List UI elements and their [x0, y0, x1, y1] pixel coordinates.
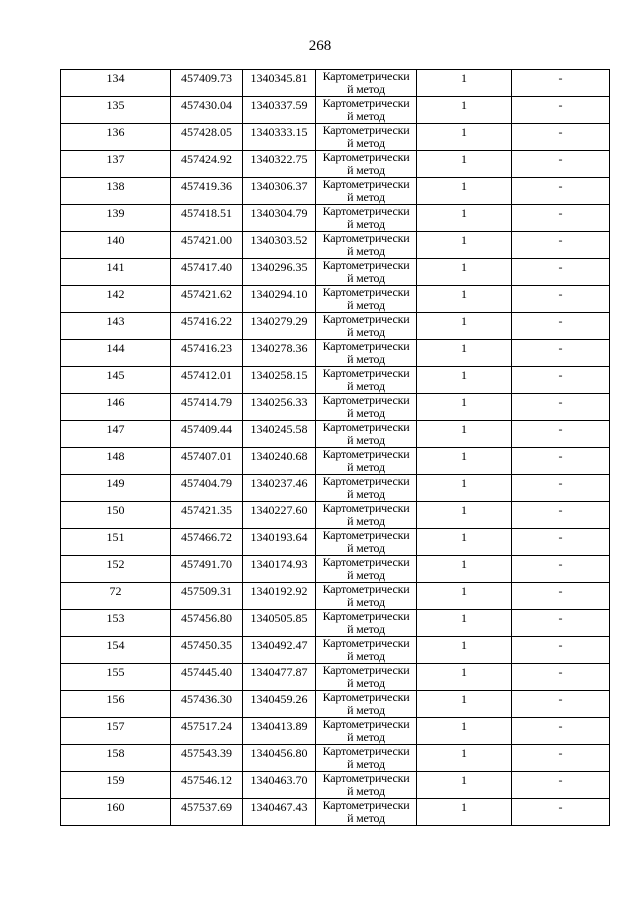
method-cell [316, 97, 417, 124]
accuracy-cell: 1 [417, 394, 512, 421]
accuracy-cell: 1 [417, 367, 512, 394]
page-number: 268 [308, 38, 332, 54]
coordinates-table-body [61, 70, 610, 826]
y-coordinate-cell: 1340322.75 [243, 151, 316, 178]
method-text-line-2: й метод [347, 514, 385, 528]
point-number-cell: 149 [61, 475, 171, 502]
accuracy-cell: 1 [417, 70, 512, 97]
description-cell: - [512, 259, 610, 286]
accuracy-cell: 1 [417, 97, 512, 124]
y-coordinate-cell: 1340245.58 [243, 421, 316, 448]
method-text-line-1: Картометрически [322, 609, 410, 623]
table-row [61, 313, 610, 340]
point-number-cell: 136 [61, 124, 171, 151]
method-text-line-2: й метод [347, 649, 385, 663]
y-coordinate-cell: 1340303.52 [243, 232, 316, 259]
description-cell: - [512, 313, 610, 340]
x-coordinate-cell: 457456.80 [171, 610, 243, 637]
x-coordinate-cell: 457419.36 [171, 178, 243, 205]
y-coordinate-cell: 1340456.80 [243, 745, 316, 772]
table-row [61, 394, 610, 421]
description-cell: - [512, 448, 610, 475]
x-coordinate-cell: 457409.44 [171, 421, 243, 448]
accuracy-cell: 1 [417, 178, 512, 205]
point-number-cell: 147 [61, 421, 171, 448]
method-text-line-2: й метод [347, 784, 385, 798]
y-coordinate-cell: 1340492.47 [243, 637, 316, 664]
point-number-cell: 160 [61, 799, 171, 826]
accuracy-cell: 1 [417, 475, 512, 502]
y-coordinate-cell: 1340193.64 [243, 529, 316, 556]
point-number-cell: 143 [61, 313, 171, 340]
accuracy-cell: 1 [417, 124, 512, 151]
table-row [61, 610, 610, 637]
method-text-line-1: Картометрически [322, 285, 410, 299]
method-text-line-1: Картометрически [322, 528, 410, 542]
y-coordinate-cell: 1340237.46 [243, 475, 316, 502]
method-text-line-2: й метод [347, 460, 385, 474]
y-coordinate-cell: 1340463.70 [243, 772, 316, 799]
y-coordinate-cell: 1340337.59 [243, 97, 316, 124]
point-number-cell: 159 [61, 772, 171, 799]
method-text-line-1: Картометрически [322, 771, 410, 785]
accuracy-cell: 1 [417, 772, 512, 799]
table-row [61, 178, 610, 205]
method-text-line-2: й метод [347, 487, 385, 501]
x-coordinate-cell: 457418.51 [171, 205, 243, 232]
method-text-line-2: й метод [347, 703, 385, 717]
x-coordinate-cell: 457546.12 [171, 772, 243, 799]
point-number-cell: 152 [61, 556, 171, 583]
point-number-cell: 141 [61, 259, 171, 286]
method-text-line-2: й метод [347, 433, 385, 447]
method-cell [316, 313, 417, 340]
y-coordinate-cell: 1340192.92 [243, 583, 316, 610]
method-text-line-1: Картометрически [322, 258, 410, 272]
point-number-cell: 150 [61, 502, 171, 529]
method-text-line-1: Картометрически [322, 555, 410, 569]
point-number-cell: 156 [61, 691, 171, 718]
table-row [61, 502, 610, 529]
method-cell [316, 799, 417, 826]
accuracy-cell: 1 [417, 529, 512, 556]
method-cell [316, 151, 417, 178]
method-text-line-2: й метод [347, 352, 385, 366]
y-coordinate-cell: 1340333.15 [243, 124, 316, 151]
accuracy-cell: 1 [417, 313, 512, 340]
y-coordinate-cell: 1340345.81 [243, 70, 316, 97]
method-cell [316, 745, 417, 772]
method-cell [316, 421, 417, 448]
method-cell [316, 394, 417, 421]
x-coordinate-cell: 457430.04 [171, 97, 243, 124]
method-cell [316, 286, 417, 313]
description-cell: - [512, 205, 610, 232]
y-coordinate-cell: 1340240.68 [243, 448, 316, 475]
description-cell: - [512, 286, 610, 313]
method-text-line-2: й метод [347, 298, 385, 312]
point-number-cell: 135 [61, 97, 171, 124]
method-cell [316, 232, 417, 259]
method-cell [316, 691, 417, 718]
method-text-line-1: Картометрически [322, 96, 410, 110]
method-text-line-2: й метод [347, 136, 385, 150]
table-row [61, 583, 610, 610]
x-coordinate-cell: 457424.92 [171, 151, 243, 178]
x-coordinate-cell: 457445.40 [171, 664, 243, 691]
table-row [61, 421, 610, 448]
table-row [61, 718, 610, 745]
method-text-line-1: Картометрически [322, 447, 410, 461]
method-text-line-2: й метод [347, 271, 385, 285]
description-cell: - [512, 718, 610, 745]
method-text-line-2: й метод [347, 541, 385, 555]
description-cell: - [512, 97, 610, 124]
accuracy-cell: 1 [417, 205, 512, 232]
method-cell [316, 718, 417, 745]
method-text-line-2: й метод [347, 757, 385, 771]
accuracy-cell: 1 [417, 745, 512, 772]
method-text-line-2: й метод [347, 190, 385, 204]
description-cell: - [512, 151, 610, 178]
method-text-line-2: й метод [347, 676, 385, 690]
point-number-cell: 158 [61, 745, 171, 772]
description-cell: - [512, 529, 610, 556]
method-cell [316, 178, 417, 205]
description-cell: - [512, 772, 610, 799]
x-coordinate-cell: 457404.79 [171, 475, 243, 502]
y-coordinate-cell: 1340296.35 [243, 259, 316, 286]
method-cell [316, 637, 417, 664]
y-coordinate-cell: 1340294.10 [243, 286, 316, 313]
point-number-cell: 145 [61, 367, 171, 394]
method-text-line-2: й метод [347, 595, 385, 609]
method-cell [316, 448, 417, 475]
x-coordinate-cell: 457407.01 [171, 448, 243, 475]
method-text-line-2: й метод [347, 82, 385, 96]
x-coordinate-cell: 457509.31 [171, 583, 243, 610]
description-cell: - [512, 556, 610, 583]
method-text-line-1: Картометрически [322, 501, 410, 515]
method-cell [316, 124, 417, 151]
accuracy-cell: 1 [417, 718, 512, 745]
x-coordinate-cell: 457421.35 [171, 502, 243, 529]
accuracy-cell: 1 [417, 502, 512, 529]
method-text-line-1: Картометрически [322, 150, 410, 164]
method-text-line-1: Картометрически [322, 717, 410, 731]
point-number-cell: 151 [61, 529, 171, 556]
method-text-line-1: Картометрически [322, 393, 410, 407]
method-cell [316, 340, 417, 367]
accuracy-cell: 1 [417, 556, 512, 583]
method-text-line-1: Картометрически [322, 582, 410, 596]
point-number-cell: 148 [61, 448, 171, 475]
method-text-line-1: Картометрически [322, 366, 410, 380]
point-number-cell: 142 [61, 286, 171, 313]
description-cell: - [512, 70, 610, 97]
table-row [61, 799, 610, 826]
method-cell [316, 610, 417, 637]
method-text-line-2: й метод [347, 406, 385, 420]
description-cell: - [512, 178, 610, 205]
accuracy-cell: 1 [417, 610, 512, 637]
point-number-cell: 72 [61, 583, 171, 610]
x-coordinate-cell: 457421.00 [171, 232, 243, 259]
accuracy-cell: 1 [417, 286, 512, 313]
x-coordinate-cell: 457466.72 [171, 529, 243, 556]
method-text-line-1: Картометрически [322, 636, 410, 650]
y-coordinate-cell: 1340258.15 [243, 367, 316, 394]
point-number-cell: 146 [61, 394, 171, 421]
method-text-line-2: й метод [347, 379, 385, 393]
y-coordinate-cell: 1340459.26 [243, 691, 316, 718]
accuracy-cell: 1 [417, 799, 512, 826]
description-cell: - [512, 421, 610, 448]
x-coordinate-cell: 457409.73 [171, 70, 243, 97]
method-cell [316, 367, 417, 394]
method-cell [316, 664, 417, 691]
table-row [61, 475, 610, 502]
method-text-line-1: Картометрически [322, 339, 410, 353]
description-cell: - [512, 610, 610, 637]
method-cell [316, 475, 417, 502]
description-cell: - [512, 340, 610, 367]
x-coordinate-cell: 457414.79 [171, 394, 243, 421]
description-cell: - [512, 637, 610, 664]
table-row [61, 340, 610, 367]
x-coordinate-cell: 457537.69 [171, 799, 243, 826]
table-row [61, 97, 610, 124]
y-coordinate-cell: 1340278.36 [243, 340, 316, 367]
table-row [61, 556, 610, 583]
table-row [61, 205, 610, 232]
x-coordinate-cell: 457436.30 [171, 691, 243, 718]
accuracy-cell: 1 [417, 448, 512, 475]
x-coordinate-cell: 457491.70 [171, 556, 243, 583]
x-coordinate-cell: 457428.05 [171, 124, 243, 151]
point-number-cell: 155 [61, 664, 171, 691]
y-coordinate-cell: 1340227.60 [243, 502, 316, 529]
y-coordinate-cell: 1340304.79 [243, 205, 316, 232]
method-text-line-1: Картометрически [322, 744, 410, 758]
description-cell: - [512, 745, 610, 772]
method-cell [316, 205, 417, 232]
point-number-cell: 140 [61, 232, 171, 259]
accuracy-cell: 1 [417, 637, 512, 664]
description-cell: - [512, 124, 610, 151]
description-cell: - [512, 583, 610, 610]
table-row [61, 259, 610, 286]
method-text-line-1: Картометрически [322, 798, 410, 812]
table-row [61, 691, 610, 718]
method-text-line-2: й метод [347, 217, 385, 231]
accuracy-cell: 1 [417, 583, 512, 610]
table-row [61, 151, 610, 178]
y-coordinate-cell: 1340477.87 [243, 664, 316, 691]
coordinates-table [60, 69, 610, 826]
y-coordinate-cell: 1340413.89 [243, 718, 316, 745]
y-coordinate-cell: 1340306.37 [243, 178, 316, 205]
method-text-line-1: Картометрически [322, 204, 410, 218]
description-cell: - [512, 475, 610, 502]
table-row [61, 664, 610, 691]
point-number-cell: 144 [61, 340, 171, 367]
method-text-line-2: й метод [347, 622, 385, 636]
accuracy-cell: 1 [417, 664, 512, 691]
method-text-line-1: Картометрически [322, 663, 410, 677]
accuracy-cell: 1 [417, 421, 512, 448]
description-cell: - [512, 394, 610, 421]
method-cell [316, 70, 417, 97]
x-coordinate-cell: 457416.22 [171, 313, 243, 340]
y-coordinate-cell: 1340505.85 [243, 610, 316, 637]
method-text-line-1: Картометрически [322, 177, 410, 191]
method-cell [316, 556, 417, 583]
table-row [61, 124, 610, 151]
method-text-line-2: й метод [347, 109, 385, 123]
y-coordinate-cell: 1340467.43 [243, 799, 316, 826]
x-coordinate-cell: 457543.39 [171, 745, 243, 772]
method-text-line-2: й метод [347, 568, 385, 582]
method-text-line-1: Картометрически [322, 231, 410, 245]
table-row [61, 232, 610, 259]
description-cell: - [512, 232, 610, 259]
accuracy-cell: 1 [417, 232, 512, 259]
x-coordinate-cell: 457450.35 [171, 637, 243, 664]
method-text-line-1: Картометрически [322, 420, 410, 434]
point-number-cell: 139 [61, 205, 171, 232]
method-cell [316, 583, 417, 610]
method-cell [316, 259, 417, 286]
method-text-line-2: й метод [347, 244, 385, 258]
method-text-line-1: Картометрически [322, 69, 410, 83]
point-number-cell: 157 [61, 718, 171, 745]
y-coordinate-cell: 1340279.29 [243, 313, 316, 340]
method-cell [316, 529, 417, 556]
accuracy-cell: 1 [417, 691, 512, 718]
x-coordinate-cell: 457416.23 [171, 340, 243, 367]
y-coordinate-cell: 1340174.93 [243, 556, 316, 583]
method-text-line-1: Картометрически [322, 474, 410, 488]
method-text-line-2: й метод [347, 811, 385, 825]
table-row [61, 448, 610, 475]
point-number-cell: 153 [61, 610, 171, 637]
method-text-line-2: й метод [347, 325, 385, 339]
x-coordinate-cell: 457517.24 [171, 718, 243, 745]
method-text-line-2: й метод [347, 163, 385, 177]
table-row [61, 367, 610, 394]
x-coordinate-cell: 457412.01 [171, 367, 243, 394]
method-text-line-2: й метод [347, 730, 385, 744]
description-cell: - [512, 367, 610, 394]
description-cell: - [512, 691, 610, 718]
table-row [61, 637, 610, 664]
description-cell: - [512, 664, 610, 691]
method-cell [316, 772, 417, 799]
method-text-line-1: Картометрически [322, 690, 410, 704]
table-row [61, 70, 610, 97]
table-row [61, 772, 610, 799]
method-cell [316, 502, 417, 529]
x-coordinate-cell: 457421.62 [171, 286, 243, 313]
accuracy-cell: 1 [417, 151, 512, 178]
method-text-line-1: Картометрически [322, 312, 410, 326]
method-text-line-1: Картометрически [322, 123, 410, 137]
accuracy-cell: 1 [417, 340, 512, 367]
accuracy-cell: 1 [417, 259, 512, 286]
table-row [61, 745, 610, 772]
description-cell: - [512, 799, 610, 826]
description-cell: - [512, 502, 610, 529]
point-number-cell: 134 [61, 70, 171, 97]
table-row [61, 286, 610, 313]
y-coordinate-cell: 1340256.33 [243, 394, 316, 421]
x-coordinate-cell: 457417.40 [171, 259, 243, 286]
point-number-cell: 137 [61, 151, 171, 178]
table-row [61, 529, 610, 556]
point-number-cell: 154 [61, 637, 171, 664]
point-number-cell: 138 [61, 178, 171, 205]
